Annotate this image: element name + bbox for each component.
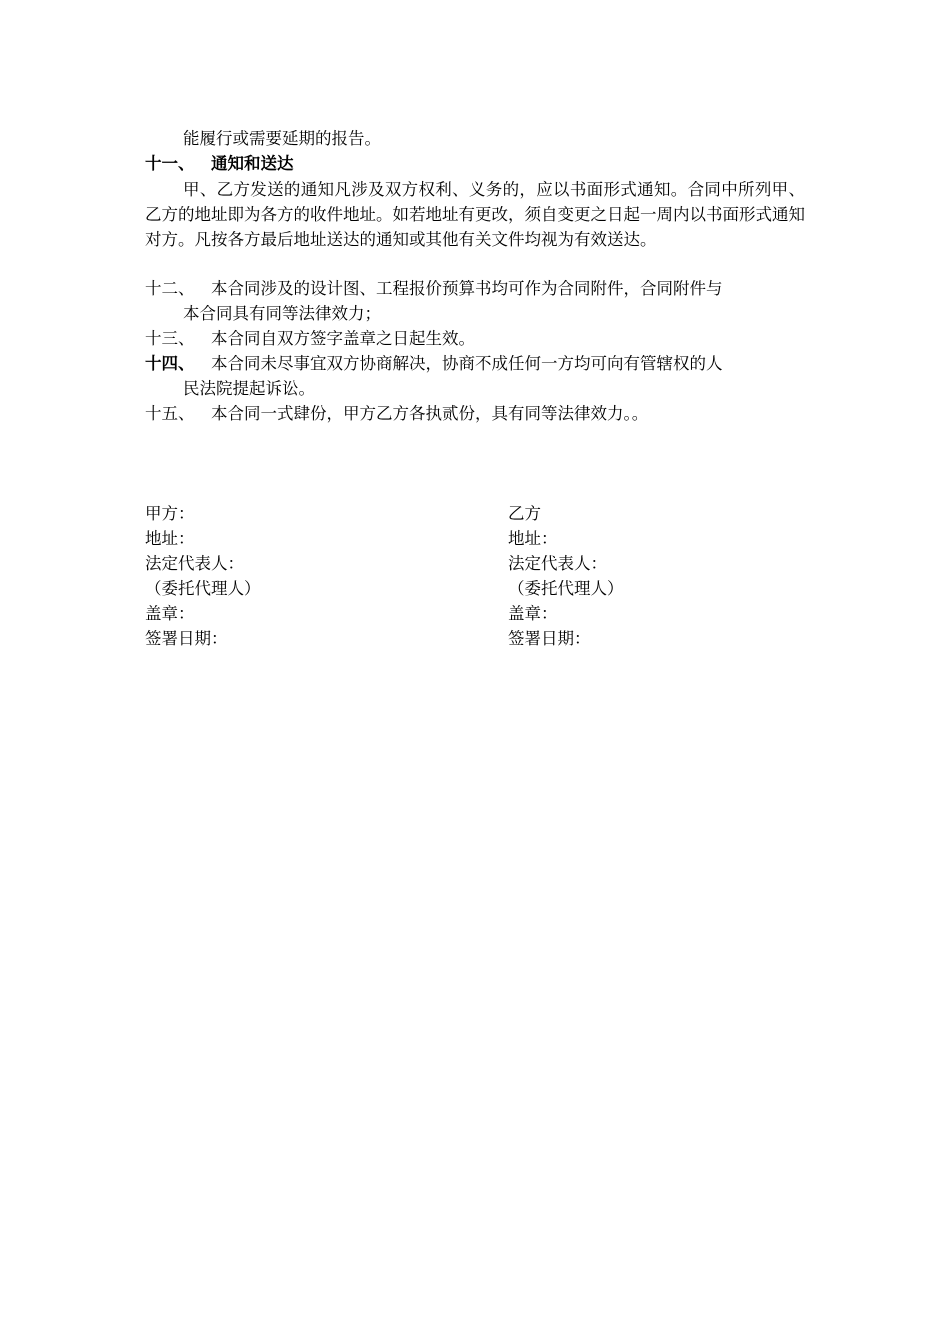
- section-15-number: 十五、: [145, 404, 195, 423]
- section-12-number: 十二、: [145, 279, 195, 298]
- party-b-seal-label: 盖章：: [508, 604, 558, 623]
- party-b-date-label: 签署日期：: [508, 629, 591, 648]
- party-a-address-label: 地址：: [145, 529, 195, 548]
- section-14-number: 十四、: [145, 354, 195, 373]
- section-12-line2: 本合同具有同等法律效力；: [183, 304, 381, 323]
- section-11-number: 十一、: [145, 154, 195, 173]
- party-a-label: 甲方：: [145, 504, 195, 523]
- party-b-legal-rep-label: 法定代表人：: [508, 554, 607, 573]
- section-12-line1: 本合同涉及的设计图、工程报价预算书均可作为合同附件，合同附件与: [211, 279, 723, 298]
- section-14-line1: 本合同未尽事宜双方协商解决，协商不成任何一方均可向有管辖权的人: [211, 354, 723, 373]
- party-a-seal-label: 盖章：: [145, 604, 195, 623]
- section-13-number: 十三、: [145, 329, 195, 348]
- section-11-body: 甲、乙方发送的通知凡涉及双方权利、义务的，应以书面形式通知。合同中所列甲、乙方的地址即为各方的收件地址。如若地址有更改，须自变更之日起一周内以书面形式通知对方。凡按各方最后地址送达的通知或其他有关文件均视为有效送达。: [145, 180, 805, 249]
- section-15-text: 本合同一式肆份，甲方乙方各执贰份，具有同等法律效力。。: [211, 404, 649, 423]
- section-11-title: 通知和送达: [211, 154, 294, 173]
- party-b-address-label: 地址：: [508, 529, 558, 548]
- party-b-label: 乙方: [508, 504, 541, 523]
- section-14-line2: 民法院提起诉讼。: [183, 379, 315, 398]
- section-13-text: 本合同自双方签字盖章之日起生效。: [211, 329, 475, 348]
- party-a-date-label: 签署日期：: [145, 629, 228, 648]
- party-a-legal-rep-label: 法定代表人：: [145, 554, 244, 573]
- party-a-agent-label: （委托代理人）: [145, 579, 261, 598]
- party-b-agent-label: （委托代理人）: [508, 579, 624, 598]
- continuation-text: 能履行或需要延期的报告。: [183, 129, 381, 148]
